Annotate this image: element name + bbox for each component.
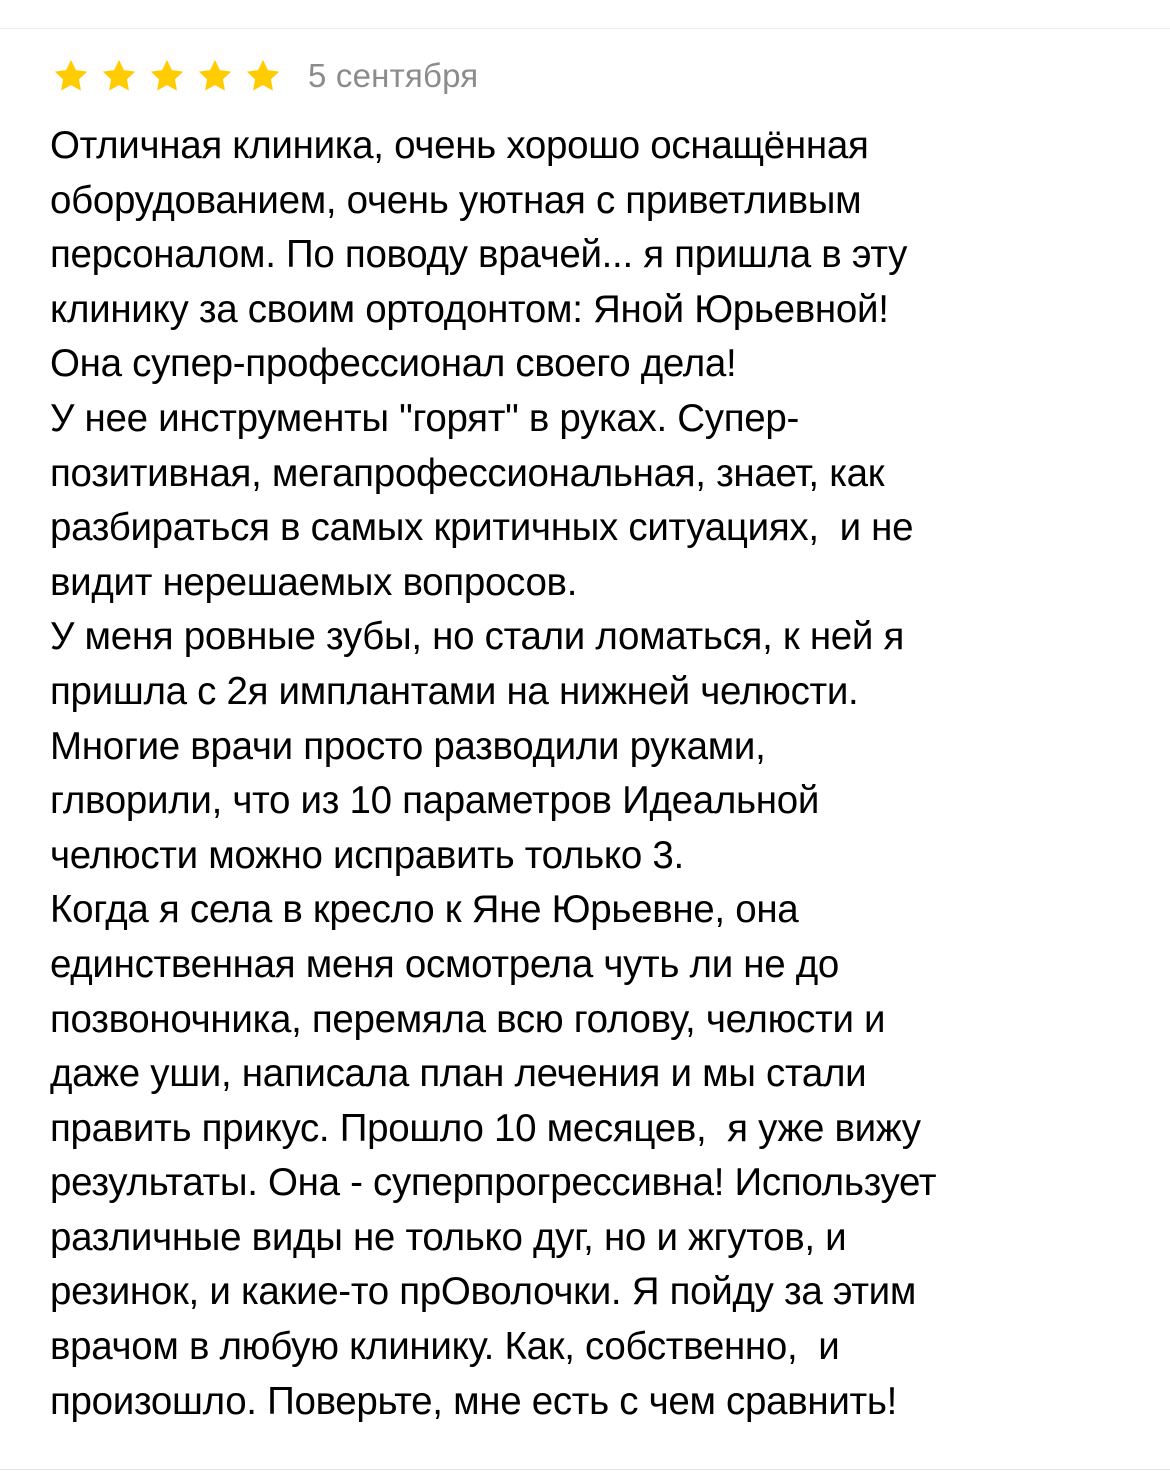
star-icon: [100, 57, 138, 95]
review-text-line: У меня ровные зубы, но стали ломаться, к ней я: [50, 615, 905, 659]
review-text-line: править прикус. Прошло 10 месяцев, я уже вижу: [50, 1106, 921, 1150]
review-text-line: челюсти можно исправить только 3.: [50, 833, 684, 877]
review-text-line: Когда я села в кресло к Яне Юрьевне, она: [50, 888, 799, 932]
review-text-line: результаты. Она - суперпрогрессивна! Использует: [50, 1161, 937, 1205]
star-icon: [244, 57, 282, 95]
review-text-line: различные виды не только дуг, но и жгутов, и: [50, 1215, 847, 1259]
review-text-line: Отличная клиника, очень хорошо оснащённая: [50, 124, 869, 167]
review-text-line: позитивная, мегапрофессиональная, знает, как: [50, 451, 885, 495]
star-icon: [52, 57, 90, 95]
review-text: [50, 119, 1140, 1429]
review-text-line: позвоночника, перемяла всю голову, челюсти и: [50, 997, 886, 1041]
review-text-line: клинику за своим ортодонтом: Яной Юрьевной!: [50, 287, 889, 331]
review-card: [0, 29, 1170, 1469]
review-text-line: разбираться в самых критичных ситуациях, и не: [50, 506, 914, 550]
review-text-line: глворили, что из 10 параметров Идеальной: [50, 779, 820, 823]
review-text-line: Многие врачи просто разводили руками,: [50, 724, 766, 768]
review-text-line: произошло. Поверьте, мне есть с чем сравнить!: [50, 1379, 898, 1423]
review-text-line: оборудованием, очень уютная с приветливым: [50, 178, 862, 222]
review-text-line: единственная меня осмотрела чуть ли не до: [50, 942, 840, 986]
review-header: [52, 53, 478, 99]
review-date: 5 сентября: [308, 57, 479, 94]
review-text-line: видит нерешаемых вопросов.: [50, 560, 578, 604]
review-text-line: пришла с 2я имплантами на нижней челюсти.: [50, 669, 859, 713]
review-text-line: персоналом. По поводу врачей... я пришла в эту: [50, 233, 908, 277]
review-text-line: резинок, и какие-то прОволочки. Я пойду за этим: [50, 1270, 917, 1314]
star-icon: [196, 57, 234, 95]
review-text-line: даже уши, написала план лечения и мы стали: [50, 1052, 867, 1096]
review-text-line: врачом в любую клинику. Как, собственно, и: [50, 1325, 840, 1369]
review-text-line: У нее инструменты "горят" в руках. Супер-: [50, 396, 799, 440]
bottom-strip: [0, 1470, 1170, 1484]
review-text-line: Она супер-профессионал своего дела!: [50, 342, 737, 386]
rating-stars: [52, 57, 292, 95]
star-icon: [148, 57, 186, 95]
